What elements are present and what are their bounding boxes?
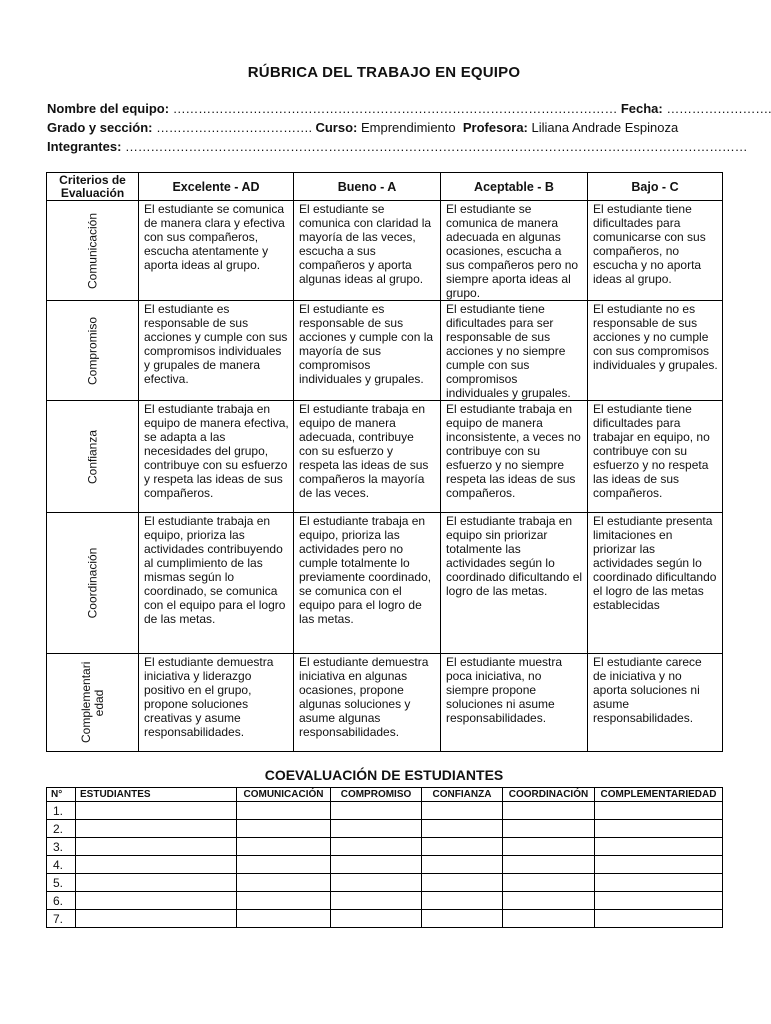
grade-label: Grado y sección: (47, 120, 153, 135)
level-header-bueno: Bueno - A (294, 173, 441, 201)
table-row (47, 802, 723, 820)
complementariedad-cell[interactable] (595, 820, 723, 838)
criterion-cell (47, 401, 139, 513)
compromiso-cell[interactable] (331, 802, 422, 820)
student-cell[interactable] (76, 820, 237, 838)
student-cell[interactable] (76, 856, 237, 874)
criterion-label: Complementari edad (78, 661, 106, 743)
grade-course-line (47, 120, 717, 136)
rubric-row-compromiso (47, 301, 723, 401)
rubric-cell: El estudiante trabaja en equipo, prioriza las actividades pero no cumple totalmente lo previamente coordinado, se comunica con el equipo para el logro de las metas. (294, 513, 441, 654)
date-field[interactable]: ……………………. (666, 101, 771, 116)
rubric-cell: El estudiante carece de iniciativa y no aporta soluciones ni asume responsabilidades. (588, 654, 723, 752)
compromiso-cell[interactable] (331, 838, 422, 856)
row-number: 4. (47, 856, 76, 874)
confianza-cell[interactable] (422, 910, 503, 928)
table-row (47, 910, 723, 928)
comunicacion-cell[interactable] (237, 910, 331, 928)
student-cell[interactable] (76, 910, 237, 928)
compromiso-cell[interactable] (331, 820, 422, 838)
confianza-cell[interactable] (422, 820, 503, 838)
course-label: Curso: (315, 120, 358, 135)
comunicacion-cell[interactable] (237, 892, 331, 910)
table-row (47, 892, 723, 910)
rubric-row-confianza (47, 401, 723, 513)
row-number: 1. (47, 802, 76, 820)
confianza-cell[interactable] (422, 856, 503, 874)
coordinacion-cell[interactable] (503, 874, 595, 892)
col-header-comunicacion: COMUNICACIÓN (237, 788, 331, 802)
complementariedad-cell[interactable] (595, 892, 723, 910)
comunicacion-cell[interactable] (237, 802, 331, 820)
student-cell[interactable] (76, 802, 237, 820)
coordinacion-cell[interactable] (503, 802, 595, 820)
table-row (47, 820, 723, 838)
coordinacion-cell[interactable] (503, 838, 595, 856)
level-header-bajo: Bajo - C (588, 173, 723, 201)
table-row (47, 856, 723, 874)
level-header-aceptable: Aceptable - B (441, 173, 588, 201)
rubric-cell: El estudiante demuestra iniciativa en algunas ocasiones, propone algunas soluciones y asume algunas responsabilidades. (294, 654, 441, 752)
grade-field[interactable]: ………………………………. (156, 120, 312, 135)
complementariedad-cell[interactable] (595, 874, 723, 892)
coordinacion-cell[interactable] (503, 856, 595, 874)
members-label: Integrantes: (47, 139, 122, 154)
rubric-cell: El estudiante es responsable de sus acciones y cumple con la mayoría de sus compromisos individuales y grupales. (294, 301, 441, 401)
criterion-label: Coordinación (85, 547, 99, 619)
rubric-cell: El estudiante trabaja en equipo de manera adecuada, contribuye con su esfuerzo y respeta las ideas de sus compañeros la mayoría de las veces. (294, 401, 441, 513)
rubric-cell: El estudiante trabaja en equipo, prioriza las actividades contribuyendo al cumplimiento de las mismas según lo coordinado, se comunica con el equipo para el logro de las metas. (139, 513, 294, 654)
criterion-cell (47, 654, 139, 752)
row-number: 3. (47, 838, 76, 856)
coevaluation-table (46, 787, 723, 928)
coordinacion-cell[interactable] (503, 892, 595, 910)
comunicacion-cell[interactable] (237, 838, 331, 856)
col-header-number: N° (47, 788, 76, 802)
coevaluation-title: COEVALUACIÓN DE ESTUDIANTES (264, 767, 504, 783)
rubric-cell: El estudiante trabaja en equipo de manera inconsistente, a veces no contribuye con su esfuerzo y no siempre respeta las ideas de sus compañeros. (441, 401, 588, 513)
page-title: RÚBRICA DEL TRABAJO EN EQUIPO (247, 64, 521, 81)
rubric-row-complementariedad (47, 654, 723, 752)
rubric-cell: El estudiante tiene dificultades para comunicarse con sus compañeros, no escucha y no aporta ideas al grupo. (588, 201, 723, 301)
rubric-cell: El estudiante se comunica de manera adecuada en algunas ocasiones, escucha a sus compañeros pero no siempre aporta ideas al grupo. (441, 201, 588, 301)
row-number: 6. (47, 892, 76, 910)
rubric-cell: El estudiante es responsable de sus acciones y cumple con sus compromisos individuales y grupales de manera efectiva. (139, 301, 294, 401)
rubric-cell: El estudiante presenta limitaciones en priorizar las actividades según lo coordinado dificultando el logro de las metas establecidas (588, 513, 723, 654)
rubric-cell: El estudiante demuestra iniciativa y liderazgo positivo en el grupo, propone soluciones creativas y asume responsabilidades. (139, 654, 294, 752)
rubric-cell: El estudiante no es responsable de sus acciones y no cumple con sus compromisos individuales y grupales. (588, 301, 723, 401)
compromiso-cell[interactable] (331, 874, 422, 892)
criterion-cell (47, 201, 139, 301)
student-cell[interactable] (76, 838, 237, 856)
team-name-line (47, 101, 771, 117)
members-line (47, 139, 748, 155)
confianza-cell[interactable] (422, 892, 503, 910)
criterion-label: Confianza (85, 429, 99, 484)
compromiso-cell[interactable] (331, 892, 422, 910)
course-value: Emprendimiento (360, 120, 456, 135)
rubric-header-row (47, 173, 723, 201)
complementariedad-cell[interactable] (595, 838, 723, 856)
table-row (47, 874, 723, 892)
team-name-label: Nombre del equipo: (47, 101, 170, 116)
confianza-cell[interactable] (422, 874, 503, 892)
student-cell[interactable] (76, 892, 237, 910)
rubric-cell: El estudiante trabaja en equipo de manera efectiva, se adapta a las necesidades del grupo, contribuye con su esfuerzo y respeta las ideas de sus compañeros. (139, 401, 294, 513)
rubric-table (46, 172, 723, 752)
row-number: 5. (47, 874, 76, 892)
col-header-estudiantes: ESTUDIANTES (76, 788, 237, 802)
col-header-confianza: CONFIANZA (422, 788, 503, 802)
teacher-value: Liliana Andrade Espinoza (531, 120, 679, 135)
comunicacion-cell[interactable] (237, 856, 331, 874)
criteria-header: Criterios de Evaluación (47, 173, 139, 201)
coordinacion-cell[interactable] (503, 910, 595, 928)
compromiso-cell[interactable] (331, 910, 422, 928)
row-number: 2. (47, 820, 76, 838)
rubric-row-comunicacion (47, 201, 723, 301)
coordinacion-cell[interactable] (503, 820, 595, 838)
comunicacion-cell[interactable] (237, 820, 331, 838)
student-cell[interactable] (76, 874, 237, 892)
teacher-label: Profesora: (462, 120, 528, 135)
rubric-cell: El estudiante se comunica con claridad la mayoría de las veces, escucha a sus compañeros y aporta algunas ideas al grupo. (294, 201, 441, 301)
compromiso-cell[interactable] (331, 856, 422, 874)
criterion-label: Comunicación (85, 212, 99, 289)
col-header-coordinacion: COORDINACIÓN (503, 788, 595, 802)
col-header-complementariedad: COMPLEMENTARIEDAD (595, 788, 723, 802)
rubric-cell: El estudiante muestra poca iniciativa, no siempre propone soluciones ni asume responsabilidades. (441, 654, 588, 752)
team-name-field[interactable]: …………………………………………………………………………………………… (172, 101, 618, 116)
table-row (47, 838, 723, 856)
confianza-cell[interactable] (422, 838, 503, 856)
criterion-cell (47, 301, 139, 401)
rubric-cell: El estudiante tiene dificultades para trabajar en equipo, no contribuye con su esfuerzo y no respeta las ideas de sus compañeros. (588, 401, 723, 513)
rubric-cell: El estudiante se comunica de manera clara y efectiva con sus compañeros, escucha atentamente y aporta ideas al grupo. (139, 201, 294, 301)
criterion-label: Compromiso (85, 316, 99, 385)
rubric-cell: El estudiante trabaja en equipo sin priorizar totalmente las actividades según lo coordinado dificultando el logro de las metas. (441, 513, 588, 654)
confianza-cell[interactable] (422, 802, 503, 820)
complementariedad-cell[interactable] (595, 802, 723, 820)
date-label: Fecha: (620, 101, 663, 116)
complementariedad-cell[interactable] (595, 856, 723, 874)
level-header-excelente: Excelente - AD (139, 173, 294, 201)
coevaluation-header-row (47, 788, 723, 802)
comunicacion-cell[interactable] (237, 874, 331, 892)
complementariedad-cell[interactable] (595, 910, 723, 928)
rubric-row-coordinacion (47, 513, 723, 654)
row-number: 7. (47, 910, 76, 928)
members-field[interactable]: ………………………………………………………………………………………………………………………………… (125, 139, 748, 154)
criterion-cell (47, 513, 139, 654)
col-header-compromiso: COMPROMISO (331, 788, 422, 802)
coevaluation-body (47, 802, 723, 928)
rubric-cell: El estudiante tiene dificultades para ser responsable de sus acciones y no siempre cumple con sus compromisos individuales y grupales. (441, 301, 588, 401)
